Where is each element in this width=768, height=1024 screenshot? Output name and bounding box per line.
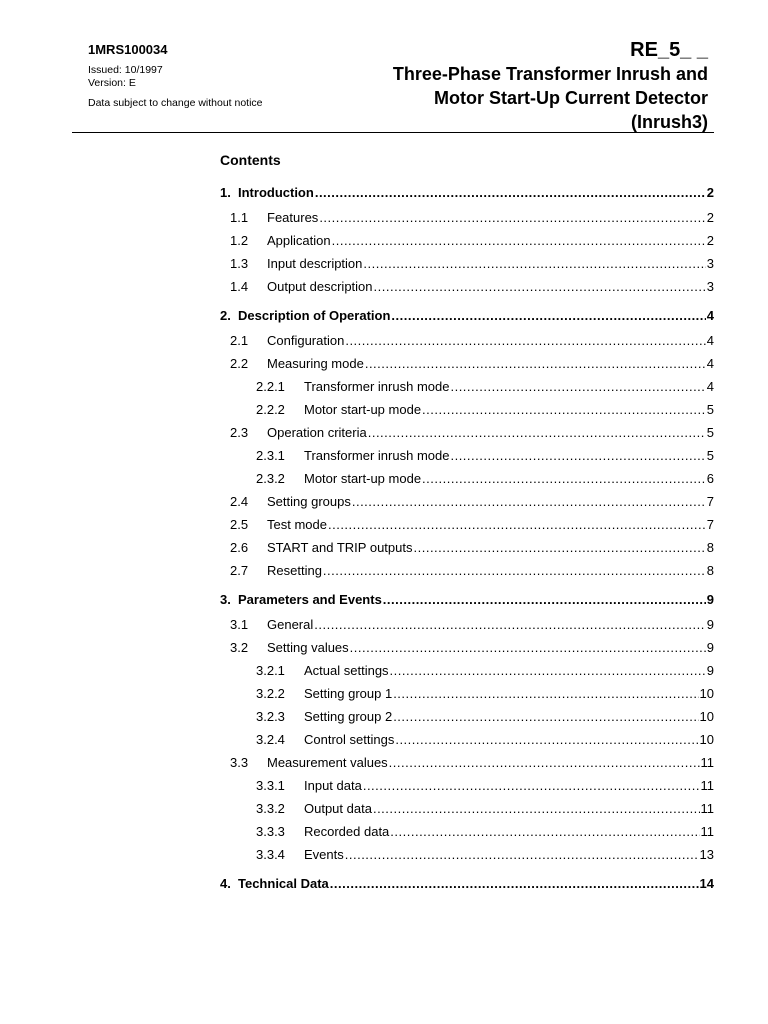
toc-entry-page: 11 [700,824,714,839]
title-line-3: (Inrush3) [630,112,708,132]
toc-entry-page: 5 [706,448,714,463]
toc-leader-dots [319,206,705,229]
toc-entry-number: 4. [220,876,231,891]
toc-leader-dots [393,705,698,728]
toc-entry-number: 1. [220,185,231,200]
toc-entry-page: 11 [700,778,714,793]
toc-entry-title: Setting group 2 [304,709,393,724]
toc-entry-page: 7 [706,494,714,509]
toc-entry-title: General [267,617,314,632]
toc-leader-dots [345,329,705,352]
toc-entry-title: Events [304,847,344,862]
toc-entry-page: 9 [706,663,714,678]
toc-leader-dots [422,467,706,490]
toc-leader-dots [365,352,706,375]
toc-entry-title: Output data [304,801,372,816]
toc-leader-dots [383,586,706,613]
toc-entry[interactable] [220,536,714,559]
toc-entry-number: 1.1 [230,210,249,225]
toc-entry-title: Description of Operation [238,308,391,323]
toc-entry-title: Motor start-up mode [304,402,422,417]
toc-entry[interactable] [220,559,714,582]
toc-entry[interactable] [220,870,714,897]
toc-entry-title: Transformer inrush mode [304,448,450,463]
toc-entry-page: 4 [706,333,714,348]
toc-entry[interactable] [220,820,714,843]
toc-leader-dots [328,513,706,536]
toc-entry-title: Introduction [238,185,314,200]
toc-leader-dots [315,179,706,206]
toc-entry-page: 9 [706,640,714,655]
toc-entry-number: 3.3.2 [256,801,285,816]
toc-entry-page: 2 [706,210,714,225]
product-code: RE_5_ _ [630,39,708,61]
toc-entry[interactable] [220,797,714,820]
toc-entry[interactable] [220,728,714,751]
toc-entry-page: 2 [706,185,714,200]
toc-entry[interactable] [220,179,714,206]
toc-leader-dots [450,444,705,467]
toc-entry[interactable] [220,302,714,329]
toc-entry-number: 3.1 [230,617,249,632]
toc-leader-dots [389,751,700,774]
toc-entry-title: Actual settings [304,663,389,678]
toc-entry-title: Recorded data [304,824,390,839]
version: Version: E [88,77,136,89]
toc-leader-dots [391,302,705,329]
toc-leader-dots [363,774,700,797]
toc-entry-title: Resetting [267,563,322,578]
toc-entry[interactable] [220,229,714,252]
toc-entry-page: 9 [706,617,714,632]
toc-entry-number: 3.2.1 [256,663,285,678]
toc-entry-page: 5 [706,402,714,417]
toc-leader-dots [390,659,706,682]
toc-entry-number: 2. [220,308,231,323]
toc-entry-title: Motor start-up mode [304,471,422,486]
toc-entry-number: 2.2.1 [256,379,285,394]
toc-entry[interactable] [220,843,714,866]
toc-entry-page: 6 [706,471,714,486]
toc-entry-number: 2.1 [230,333,249,348]
toc-entry-number: 3.3.3 [256,824,285,839]
toc-entry-page: 4 [706,356,714,371]
title-line-2: Motor Start-Up Current Detector [433,88,708,108]
toc-entry-page: 4 [706,379,714,394]
toc-entry-page: 5 [706,425,714,440]
toc-entry[interactable] [220,398,714,421]
toc-leader-dots [414,536,706,559]
toc-entry-page: 11 [700,801,714,816]
change-notice: Data subject to change without notice [88,97,263,109]
toc-entry[interactable] [220,329,714,352]
toc-leader-dots [352,490,706,513]
toc-entry-title: Configuration [267,333,345,348]
document-id: 1MRS100034 [88,42,168,57]
toc-leader-dots [350,636,706,659]
toc-entry-number: 3.2 [230,640,249,655]
toc-entry[interactable] [220,206,714,229]
toc-entry-page: 10 [699,732,714,747]
toc-entry-number: 2.5 [230,517,249,532]
toc-entry-title: Setting group 1 [304,686,393,701]
toc-leader-dots [374,275,706,298]
toc-leader-dots [323,559,706,582]
toc-entry-page: 11 [700,755,714,770]
toc-leader-dots [314,613,706,636]
toc-entry-number: 2.3.1 [256,448,285,463]
toc-entry-number: 2.2.2 [256,402,285,417]
toc-entry-page: 10 [699,709,714,724]
toc-entry[interactable] [220,613,714,636]
toc-entry-number: 3.3 [230,755,249,770]
toc-entry-page: 9 [706,592,714,607]
toc-entry-page: 8 [706,563,714,578]
toc-leader-dots [390,820,699,843]
toc-entry-number: 2.4 [230,494,249,509]
toc-entry[interactable] [220,421,714,444]
toc-entry-number: 1.2 [230,233,249,248]
toc-leader-dots [450,375,705,398]
title-line-1: Three-Phase Transformer Inrush and [392,64,708,84]
toc-entry-page: 14 [699,876,714,891]
title-block [288,38,708,134]
toc-entry[interactable] [220,682,714,705]
toc-entry-number: 3.2.3 [256,709,285,724]
toc-heading: Contents [220,152,281,168]
toc-entry[interactable] [220,444,714,467]
toc-entry[interactable] [220,751,714,774]
toc-entry-page: 7 [706,517,714,532]
toc-entry-number: 2.3.2 [256,471,285,486]
toc-leader-dots [393,682,698,705]
toc-entry-number: 1.4 [230,279,249,294]
toc-entry-title: Setting groups [267,494,351,509]
toc-leader-dots [395,728,698,751]
toc-list [220,179,714,897]
toc-entry-number: 2.7 [230,563,249,578]
toc-entry-number: 3.3.4 [256,847,285,862]
toc-entry[interactable] [220,636,714,659]
toc-entry[interactable] [220,275,714,298]
toc-leader-dots [330,870,699,897]
toc-entry-title: Test mode [267,517,327,532]
toc-entry[interactable] [220,513,714,536]
toc-entry-title: Parameters and Events [238,592,382,607]
toc-entry-title: Application [267,233,331,248]
toc-leader-dots [368,421,706,444]
toc-entry-number: 3.3.1 [256,778,285,793]
toc-entry[interactable] [220,467,714,490]
toc-entry-title: Measuring mode [267,356,364,371]
toc-entry-number: 3. [220,592,231,607]
toc-entry-number: 2.2 [230,356,249,371]
header-rule [72,132,714,133]
toc-entry-page: 3 [706,256,714,271]
toc-entry-page: 3 [706,279,714,294]
toc-entry-title: Measurement values [267,755,388,770]
toc-entry[interactable] [220,352,714,375]
toc-entry-number: 2.3 [230,425,249,440]
toc-entry-title: Features [267,210,319,225]
table-of-contents [220,152,714,897]
toc-entry[interactable] [220,659,714,682]
toc-leader-dots [373,797,700,820]
issued-date: Issued: 10/1997 [88,64,163,76]
toc-entry-page: 4 [706,308,714,323]
toc-entry-title: Input description [267,256,363,271]
toc-entry-number: 1.3 [230,256,249,271]
toc-entry[interactable] [220,774,714,797]
toc-entry-title: Technical Data [238,876,329,891]
toc-entry[interactable] [220,375,714,398]
toc-entry-title: Control settings [304,732,395,747]
toc-entry-number: 3.2.4 [256,732,285,747]
toc-leader-dots [422,398,706,421]
toc-entry[interactable] [220,490,714,513]
toc-entry-page: 2 [706,233,714,248]
toc-entry-title: Input data [304,778,362,793]
toc-entry-page: 10 [699,686,714,701]
toc-leader-dots [363,252,705,275]
toc-entry-title: Output description [267,279,373,294]
toc-entry-title: Transformer inrush mode [304,379,450,394]
toc-entry[interactable] [220,586,714,613]
toc-leader-dots [332,229,706,252]
toc-entry-title: START and TRIP outputs [267,540,413,555]
issue-info [88,64,163,90]
toc-entry-title: Operation criteria [267,425,367,440]
toc-entry-title: Setting values [267,640,349,655]
toc-entry[interactable] [220,252,714,275]
toc-entry-number: 2.6 [230,540,249,555]
toc-entry-page: 13 [699,847,714,862]
toc-entry-number: 3.2.2 [256,686,285,701]
toc-leader-dots [345,843,699,866]
toc-entry[interactable] [220,705,714,728]
toc-entry-page: 8 [706,540,714,555]
